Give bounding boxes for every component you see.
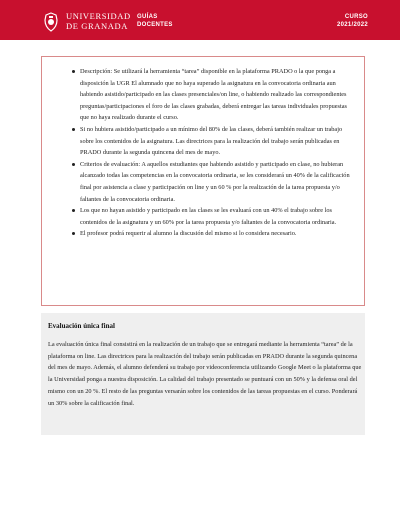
curso-line1: CURSO bbox=[344, 14, 368, 20]
criteria-list bbox=[42, 57, 364, 240]
list-item: Descripción: Se utilizará la herramienta “tarea” disponible en la plataforma PRADO o la que ponga a disposición la UGR El alumnado que no haya superado la asignatura en la convocatoria ordinaria aun habiendo asistido/participado en las clases presenciales/on line, o habiendo realizado las correspondientes preguntas/participaciones el foro de las clases grabadas, deberá entregar las tareas individuales propuestas que no haya realizado durante el curso. bbox=[80, 66, 356, 124]
university-name-line2: DE GRANADA bbox=[66, 21, 128, 31]
list-item: El profesor podrá requerir al alumno la discusión del mismo si lo considera necesario. bbox=[80, 228, 356, 240]
curso-line2: 2021/2022 bbox=[336, 22, 368, 28]
guias-line1: GUÍAS bbox=[137, 14, 158, 20]
section-title: Evaluación única final bbox=[48, 322, 115, 330]
university-crest-icon bbox=[42, 12, 60, 32]
curso-label bbox=[337, 13, 368, 29]
criteria-box bbox=[41, 56, 365, 306]
guias-line2: DOCENTES bbox=[137, 22, 173, 28]
university-name bbox=[66, 11, 131, 31]
list-item: Criterios de evaluación: A aquellos estudiantes que habiendo asistido y participado en clase, no hubieran alcanzado todas las competencias en la convocatoria ordinaria, se les considerará un 40% de la calificación final por asistencia a clase y participación on line y un 60 % por la realización de la tarea propuesta y/o faltantes de la convocatoria ordinaria. bbox=[80, 159, 356, 205]
list-item: Los que no hayan asistido y participado en las clases se les evaluará con un 40% el trabajo sobre los contenidos de la asignatura y un 60% por la tarea propuesta y/o faltantes de la convocatoria ordinaria. bbox=[80, 205, 356, 228]
final-evaluation-section bbox=[41, 313, 365, 435]
university-name-line1: UNIVERSIDAD bbox=[66, 11, 131, 21]
guias-docentes-label bbox=[137, 13, 173, 29]
page-header bbox=[0, 0, 400, 40]
list-item: Si no hubiera asistido/participado a un mínimo del 80% de las clases, deberá también realizar un trabajo sobre los contenidos de la asignatura. Las directrices para la realización del trabajo serán publicadas en PRADO durante la segunda quincena del mes de mayo. bbox=[80, 124, 356, 159]
section-body: La evaluación única final consistirá en la realización de un trabajo que se entregará mediante la herramienta “tarea” de la plataforma on line. Las directrices para la realización del trabajo serán publicadas en PRADO durante la segunda quincena del mes de mayo. Además, el alumno defenderá su trabajo por videoconferencia utilizando Google Meet o la plataforma que la Universidad ponga a nuestra disposición. La calidad del trabajo presentado se puntuará con un 50% y la defensa oral del mismo con un 20 %. El resto de las preguntas versarán sobre los contenidos de las tareas propuestas en el curso. Ponderará un 30% sobre la calificación final. bbox=[48, 341, 362, 407]
